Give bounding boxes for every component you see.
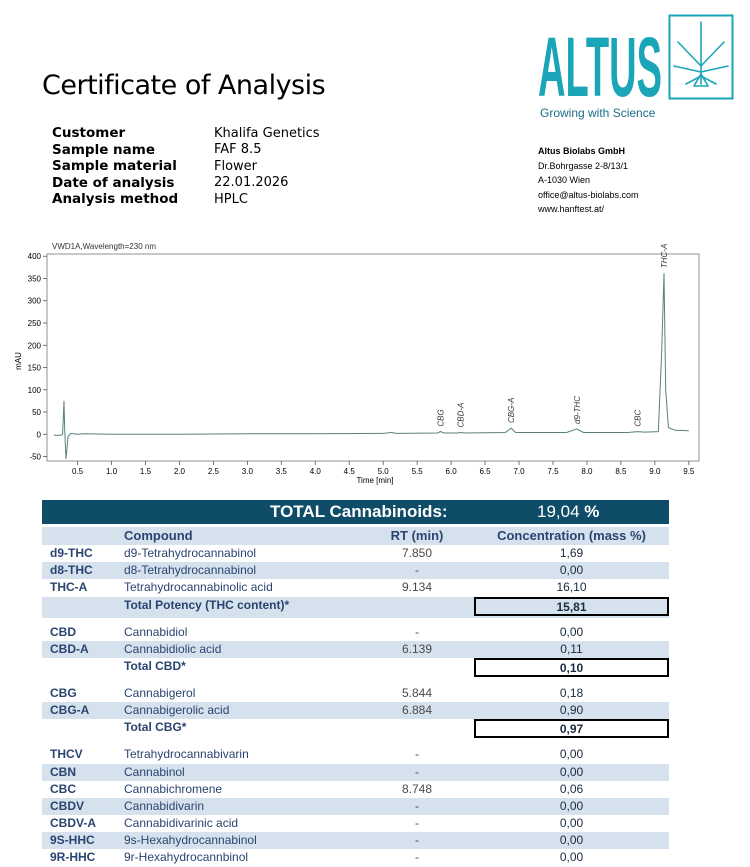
y-tick-label: 400 [27, 252, 41, 262]
x-tick-label: 5.0 [377, 467, 389, 476]
x-tick-label: 5.5 [411, 467, 423, 476]
x-tick-label: 8.5 [615, 467, 627, 476]
x-tick-label: 4.0 [309, 467, 321, 476]
info-row-customer [52, 125, 320, 142]
y-tick-label: 100 [27, 385, 41, 395]
compound-abbr: 9R-HHC [50, 850, 96, 865]
peak-label: THC-A [659, 243, 669, 269]
x-tick-label: 9.0 [649, 467, 661, 476]
lab-street: Dr.Bohrgasse 2-8/13/1 [538, 160, 629, 171]
retention-time: - [415, 816, 419, 831]
header-concentration: Concentration (mass %) [497, 528, 646, 543]
concentration-value: 0,00 [559, 747, 584, 762]
peak-label: CBC [633, 409, 643, 427]
compound-abbr: CBG [50, 685, 77, 700]
x-tick-label: 8.0 [581, 467, 593, 476]
total-value-number: 19,04 [537, 502, 580, 521]
table-row [42, 781, 669, 798]
retention-time: - [415, 624, 419, 639]
total-cannabinoids-banner [42, 500, 669, 524]
table-row [42, 685, 669, 702]
document-title: Certificate of Analysis [42, 70, 326, 101]
x-tick-label: 1.5 [139, 467, 152, 476]
compound-abbr: CBD-A [50, 641, 89, 656]
table-header [42, 527, 669, 545]
compound-name: Cannabigerolic acid [124, 703, 230, 718]
info-value: FAF 8.5 [214, 142, 262, 158]
peak-label: CBD-A [456, 402, 466, 428]
info-label: Customer [52, 125, 126, 142]
x-tick-label: 7.0 [513, 467, 525, 476]
info-value: Khalifa Genetics [214, 125, 320, 141]
table-row [42, 579, 669, 596]
concentration-value: 0,00 [559, 798, 584, 813]
compound-abbr: THC-A [50, 580, 88, 595]
retention-time: - [415, 833, 419, 848]
peak-label: d9-THC [572, 395, 582, 424]
y-tick-label: -50 [29, 452, 41, 462]
retention-time: 7.850 [401, 546, 433, 560]
concentration-value: 0,00 [559, 833, 584, 848]
compound-name: Cannabidiol [124, 624, 188, 639]
y-tick-label: 350 [27, 274, 41, 284]
cannabis-leaf-icon [668, 14, 734, 100]
concentration-value: 0,18 [559, 685, 584, 700]
retention-time: 6.139 [401, 641, 433, 656]
table-row [42, 562, 669, 579]
compound-name: Tetrahydrocannabinolic acid [124, 580, 273, 595]
total-cannabinoids-value [537, 502, 599, 522]
x-tick-label: 3.0 [241, 467, 253, 476]
lab-name: Altus Biolabs GmbH [538, 146, 626, 156]
compound-name: d9-Tetrahydrocannabinol [124, 546, 257, 560]
x-tick-label: 0.5 [72, 467, 84, 476]
compound-name: 9s-Hexahydrocannabinol [124, 833, 257, 848]
plot-frame [47, 254, 699, 461]
total-value: 15,81 [474, 597, 669, 616]
compound-name: Cannabidivarin [124, 798, 205, 813]
info-label: Analysis method [52, 191, 179, 208]
y-tick-label: 50 [32, 408, 41, 418]
info-label: Date of analysis [52, 174, 175, 191]
table-row [42, 545, 669, 562]
y-tick-label: 0 [36, 430, 41, 440]
compound-abbr: d9-THC [50, 546, 93, 560]
retention-time: 5.844 [401, 685, 433, 700]
info-row-sample-name [52, 142, 320, 159]
compound-name: Cannabichromene [124, 781, 223, 796]
sample-info [52, 125, 320, 208]
chart-title: VWD1A,Wavelength=230 nm [52, 242, 156, 251]
concentration-value: 16,10 [556, 580, 587, 595]
y-tick-label: 200 [27, 341, 41, 351]
lab-web: www.hanftest.at/ [538, 204, 605, 214]
x-tick-label: 4.5 [343, 467, 355, 476]
info-row-sample-material [52, 158, 320, 175]
compound-abbr: CBG-A [50, 703, 90, 718]
chromatogram-trace [54, 273, 689, 459]
concentration-value: 0,00 [559, 624, 584, 639]
retention-time: - [415, 798, 419, 813]
info-value: HPLC [214, 191, 248, 207]
chromatogram-chart [0, 236, 750, 492]
concentration-value: 0,00 [559, 764, 584, 779]
info-value: 22.01.2026 [214, 175, 289, 191]
y-axis-label: mAU [14, 352, 23, 370]
concentration-value: 0,11 [560, 641, 583, 656]
table-row [42, 849, 669, 866]
compound-name: d8-Tetrahydrocannabinol [124, 563, 257, 578]
peak-label: CBG-A [507, 397, 517, 424]
table-row [42, 641, 669, 658]
info-value: Flower [214, 158, 258, 174]
compound-name: Cannabidivarinic acid [124, 816, 239, 831]
compound-name: Cannabinol [124, 764, 185, 779]
y-tick-label: 250 [27, 319, 41, 328]
info-label: Sample material [52, 158, 177, 175]
retention-time: 8.748 [401, 781, 433, 796]
compound-name: 9r-Hexahydrocannbinol [124, 850, 249, 865]
total-value: 0,10 [474, 658, 669, 677]
compound-abbr: CBN [50, 764, 76, 779]
table-row [42, 746, 669, 763]
compound-name: Cannabigerol [124, 685, 196, 700]
compound-abbr: CBD [50, 624, 76, 639]
total-value: 0,97 [474, 719, 669, 738]
table-row [42, 798, 669, 815]
compound-abbr: d8-THC [50, 563, 93, 578]
x-tick-label: 2.5 [207, 467, 219, 476]
x-tick-label: 6.0 [445, 467, 457, 476]
total-label: Total CBD* [124, 658, 186, 673]
y-tick-label: 150 [27, 363, 41, 373]
table-row [42, 764, 669, 781]
lab-email: office@altus-biolabs.com [538, 189, 639, 200]
retention-time: - [415, 563, 419, 578]
compound-abbr: CBDV [50, 798, 85, 813]
retention-time: - [415, 850, 419, 865]
table-row [42, 832, 669, 849]
total-row [42, 658, 669, 679]
info-label: Sample name [52, 141, 155, 158]
lab-city: A-1030 Wien [538, 175, 591, 185]
total-value-unit: % [584, 502, 600, 521]
retention-time: 6.884 [401, 703, 433, 718]
concentration-value: 0,00 [559, 816, 584, 831]
x-tick-label: 2.0 [173, 467, 185, 476]
info-row-date [52, 175, 320, 192]
concentration-value: 0,00 [559, 563, 584, 578]
total-cannabinoids-label: TOTAL Cannabinoids: [270, 502, 448, 521]
compound-abbr: THCV [50, 747, 83, 762]
compound-abbr: CBC [50, 781, 76, 796]
x-tick-label: 6.5 [479, 467, 491, 476]
results-table [42, 527, 669, 867]
retention-time: - [415, 747, 419, 762]
info-row-method [52, 191, 320, 208]
table-row [42, 624, 669, 641]
table-row [42, 815, 669, 832]
x-tick-label: 1.0 [105, 467, 118, 476]
logo-wordmark: ALTUS [538, 20, 662, 114]
brand-tagline: Growing with Science [540, 106, 656, 120]
x-tick-label: 7.5 [547, 467, 559, 476]
total-label: Total Potency (THC content)* [124, 597, 290, 612]
total-row [42, 597, 669, 618]
retention-time: - [415, 764, 419, 779]
header-rt: RT (min) [390, 528, 444, 543]
table-row [42, 702, 669, 719]
header-compound: Compound [124, 528, 193, 543]
concentration-value: 0,06 [559, 781, 584, 796]
total-row [42, 719, 669, 740]
x-axis-label: Time [min] [356, 476, 394, 485]
concentration-value: 0,90 [559, 703, 584, 718]
lab-address [538, 144, 639, 217]
concentration-value: 1,69 [559, 546, 584, 560]
total-label: Total CBG* [124, 720, 187, 735]
compound-name: Cannabidiolic acid [124, 641, 222, 656]
compound-abbr: 9S-HHC [50, 833, 95, 848]
compound-abbr: CBDV-A [50, 816, 97, 831]
retention-time: 9.134 [401, 580, 433, 595]
x-tick-label: 3.5 [275, 467, 287, 476]
y-tick-label: 300 [27, 296, 41, 306]
peak-label: CBG [436, 409, 446, 427]
x-tick-label: 9.5 [683, 467, 695, 476]
compound-name: Tetrahydrocannabivarin [124, 747, 249, 762]
concentration-value: 0,00 [559, 850, 584, 865]
